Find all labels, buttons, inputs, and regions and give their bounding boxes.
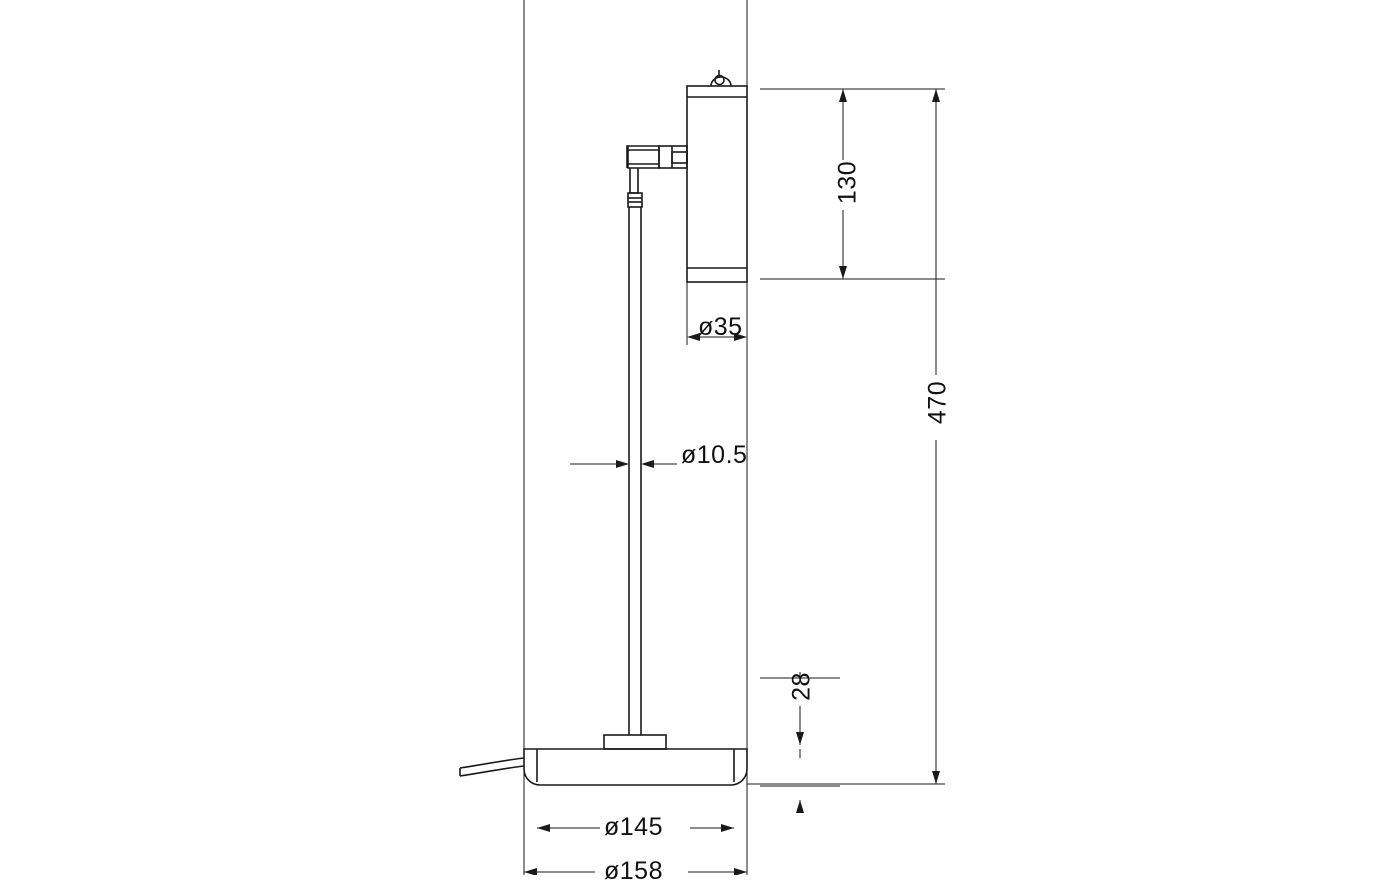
dimension-label-470: 470: [923, 380, 952, 425]
dimension-label-d35: ø35: [698, 313, 743, 341]
dimension-label-d158: ø158: [604, 857, 663, 885]
dimension-label-130: 130: [833, 160, 862, 205]
lamp-stem: [629, 207, 641, 735]
dimension-label-d105: ø10.5: [681, 441, 748, 469]
dimension-label-d145: ø145: [604, 813, 663, 841]
lamp-head: [687, 70, 747, 282]
stem-collar: [604, 735, 666, 749]
lamp-base: [524, 749, 747, 785]
extension-lines: [524, 0, 747, 875]
dimension-label-28: 28: [787, 672, 816, 701]
head-joint: [627, 146, 687, 207]
dimension-d105: [570, 460, 677, 468]
power-cord: [460, 758, 524, 776]
